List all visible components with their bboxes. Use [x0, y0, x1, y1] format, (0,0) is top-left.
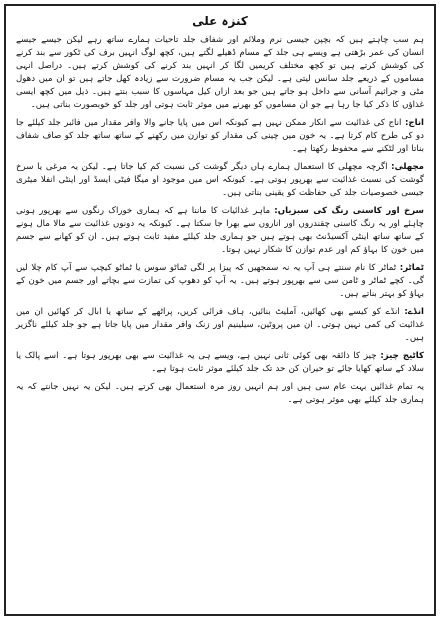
conclusion-paragraph	[16, 381, 424, 407]
eggs-text: انڈے کو کیسے بھی کھائیں، آملیٹ بنائیں، ہاف فرائی کریں، پراٹھے کے ساتھ یا ابال کر کھائیں ان میں غذائیت کی کمی نہیں ہوتی۔ ان میں پروٹین، سیلینیم اور زنک وافر مقدار میں پایا جاتا ہے جو جلد کیلئے ناگزیر ہیں۔	[16, 307, 424, 343]
fish-text: اگرچہ مچھلی کا استعمال ہمارے ہاں دیگر گوشت کی نسبت کم کیا جاتا ہے۔ لیکن یہ مرغی یا سرخ گوشت کی نسبت غذائیت سے بھرپور ہوتی ہے۔ کیونکہ اس میں موجود او میگا فیٹی ایسڈ اور اینٹی انفلا میٹری جیسی خصوصیات جلد کی حفاظت کو یقینی بناتی ہیں۔	[16, 162, 424, 198]
tomato-heading: ٹماٹر:	[399, 263, 424, 273]
cheese-paragraph	[16, 350, 424, 376]
eggs-heading: انڈے:	[404, 307, 424, 317]
eggs-paragraph	[16, 306, 424, 345]
grains-paragraph	[16, 117, 424, 156]
article-page	[4, 4, 436, 616]
grains-text: اناج کی غذائیت سے انکار ممکن نہیں ہے کیونکہ اس میں پایا جانے والا وافر مقدار میں فائبر جلد کیلئے جا دو کی طرح کام کرتا ہے۔ یہ خون میں چینی کی مقدار کو توازن میں رکھنے کے ساتھ ساتھ جلد کو صاف شفاف بناتا اور لٹکنے سے محفوظ رکھتا ہے۔	[16, 118, 424, 154]
grains-heading: اناج:	[404, 118, 424, 128]
vegetables-text: ماہر غذائیات کا ماننا ہے کہ ہماری خوراک رنگوں سے بھرپور ہونی چاہئے اور یہ رنگ کاسنی چقندروں اور اناروں سے بھرا جا سکتا ہے۔ کیونکہ یہ دونوں غذائیت سے مالا مال ہونے کے ساتھ ساتھ اینٹی آکسیڈنٹ بھی ہوتے ہیں جو ہماری جلد کیلئے مفید ثابت ہوتے ہیں۔ ان کو کھانے سے جسم میں خون کا بہاؤ کم اور عدم توازن کا شکار نہیں ہوتا۔	[16, 206, 424, 255]
intro-paragraph	[16, 34, 424, 112]
conclusion-text: یہ تمام غذائیں بہت عام سی ہیں اور ہم انہیں روز مرہ استعمال بھی کرتے ہیں۔ لیکن یہ نہیں جانتے کہ یہ ہماری جلد کیلئے بھی موثر ہوتی ہے۔	[16, 382, 424, 405]
intro-text: ہم سب چاہتے ہیں کہ بچپن جیسی نرم وملائم اور شفاف جلد تاحیات ہمارے ساتھ رہے لیکن جیسے جیسے انسان کی عمر بڑھتی ہے ویسے ہی جلد کے مسام ڈھیلے لگتے ہیں، کچھ لوگ انہیں برف کی ٹکور سے بند کرنے کی کوشش کرتے ہیں تو کچھ مختلف کریمیں لگا کر انہیں بند کرنے کی کوشش کرتے ہیں۔ دراصل انہی مساموں کے ذریعے جلد سانس لیتی ہے۔ لیکن جب یہ مسام ضرورت سے زیادہ کھل جاتے ہیں تو ان میں دھول مٹی و جراثیم آسانی سے داخل ہو جاتے ہیں جو بعد ازاں کیل مہاسوں کا سبب بنتے ہیں۔ ذیل میں کچھ ایسی غذاؤں کا ذکر کیا جا رہا ہے جو ان مساموں کو بھرنے میں موثر ثابت ہوتی اور جلد کو خوبصورت بناتی ہیں۔	[16, 35, 424, 110]
vegetables-paragraph	[16, 205, 424, 257]
fish-heading: مچھلی:	[391, 162, 424, 172]
vegetables-heading: سرخ اور کاسنی رنگ کی سبزیاں:	[274, 206, 424, 216]
cheese-heading: کاٹیج چیز:	[380, 351, 424, 361]
fish-paragraph	[16, 161, 424, 200]
tomato-paragraph	[16, 262, 424, 301]
author-name: کنزہ علی	[192, 14, 248, 28]
tomato-text: ٹماٹر کا نام سنتے ہی آپ یہ نہ سمجھیں کہ پیزا پر لگی ٹماٹو سوس یا ٹماٹو کیچپ سے آپ کام چلا لیں گی۔ کچے ٹماٹر و ٹامن سی سے بھرپور ہوتے ہیں۔ یہ آپ کو دھوپ کی تمازت سے بچاتے اور جسم میں خون کے بہاؤ کو بہتر بناتے ہیں۔	[16, 263, 424, 299]
cheese-text: چیز کا ذائقہ بھی کوئی ثانی نہیں ہے، ویسے ہی یہ غذائیت سے بھی بھرپور ہوتا ہے۔ اسے پالک یا سلاد کے ساتھ کھایا جائے تو حیران کن حد تک جلد کیلئے موثر ثابت ہوتا ہے۔	[16, 351, 424, 374]
